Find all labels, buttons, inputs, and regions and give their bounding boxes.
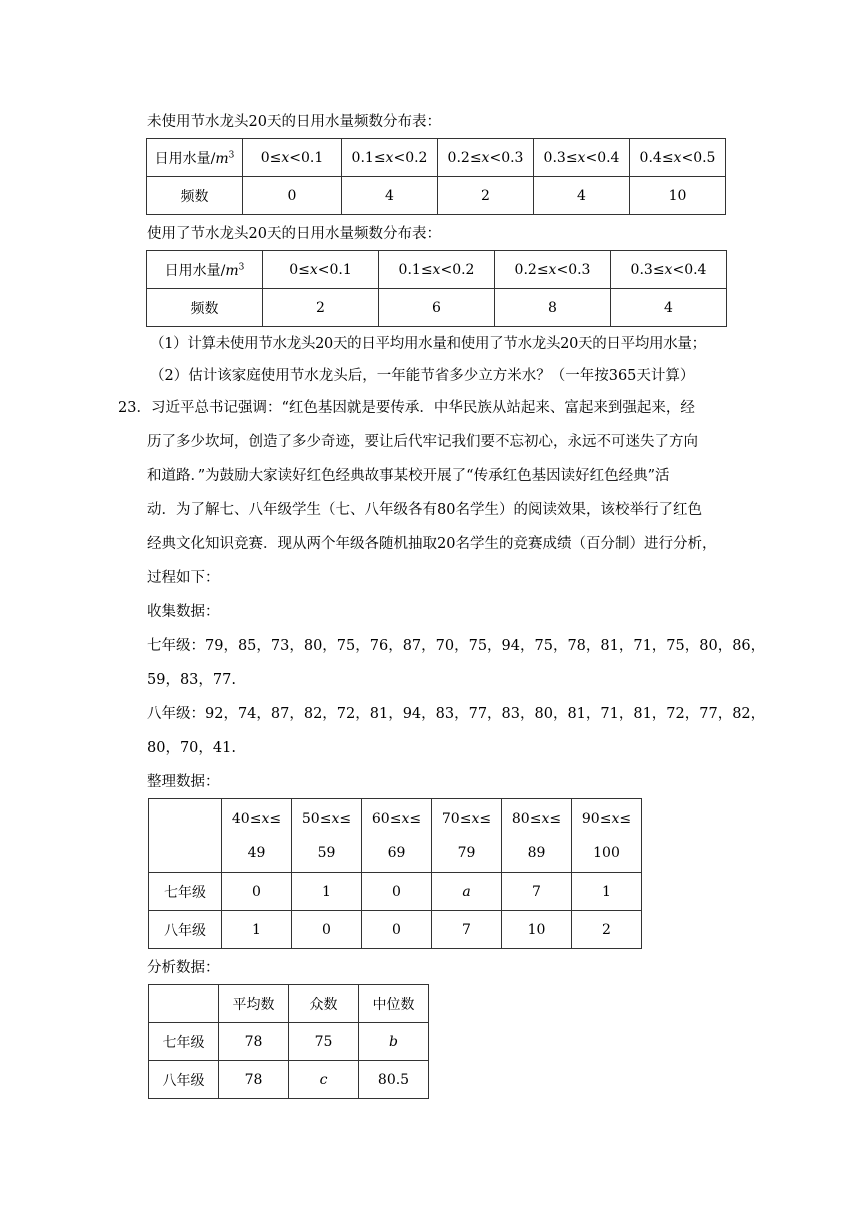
range-lower: 0.4 <box>639 149 662 166</box>
le-sign: ≤ <box>298 261 310 278</box>
range-lower: 90 <box>581 810 600 827</box>
analyze-header-empty <box>149 985 219 1023</box>
table2-row-label: 频数 <box>147 289 263 327</box>
table2-count: 6 <box>379 289 495 327</box>
table1-range <box>438 139 534 177</box>
range-upper: 0.2 <box>452 261 475 278</box>
organize-cell: a <box>432 873 502 911</box>
q23-line: 经典文化知识竞赛．现从两个年级各随机抽取20名学生的竞赛成绩（百分制）进行分析， <box>147 536 717 552</box>
lt-sign: < <box>289 149 302 166</box>
range-top <box>432 802 501 836</box>
range-upper: 0.1 <box>329 261 352 278</box>
range-top <box>292 802 361 836</box>
organize-header-empty <box>149 799 222 873</box>
le-sign: ≤ <box>652 261 665 278</box>
organize-table <box>148 798 642 949</box>
variable-x: x <box>471 810 480 827</box>
variable-x: x <box>331 810 340 827</box>
le-sign: ≤ <box>619 810 632 827</box>
table1-range <box>630 139 726 177</box>
table1-count: 4 <box>534 177 630 215</box>
q23-line: 过程如下： <box>147 570 220 586</box>
le-sign: ≤ <box>420 261 433 278</box>
analyze-header: 平均数 <box>219 985 289 1023</box>
collect-title: 收集数据： <box>147 604 220 620</box>
q23-line: 动．为了解七、八年级学生（七、八年级各有80名学生）的阅读效果，该校举行了红色 <box>147 502 702 518</box>
variable-x: x <box>261 810 270 827</box>
range-top <box>572 802 641 836</box>
variable-x: x <box>664 261 673 278</box>
table2-caption: 使用了节水龙头20天的日用水量频数分布表： <box>147 226 441 242</box>
le-sign: ≤ <box>269 149 282 166</box>
q22-part1: （1）计算未使用节水龙头20天的日平均用水量和使用了节水龙头20天的日平均用水量； <box>150 336 706 352</box>
organize-cell: 10 <box>502 911 572 949</box>
analyze-row-label: 八年级 <box>149 1061 219 1099</box>
le-sign: ≤ <box>409 810 422 827</box>
table2-range <box>495 251 611 289</box>
le-sign: ≤ <box>269 810 282 827</box>
organize-cell: 0 <box>292 911 362 949</box>
variable-x: x <box>309 261 318 278</box>
organize-range <box>362 799 432 873</box>
range-upper: 0.5 <box>693 149 716 166</box>
table1-range <box>534 139 630 177</box>
organize-row-label: 七年级 <box>149 873 222 911</box>
variable-x: x <box>432 261 441 278</box>
le-sign: ≤ <box>536 261 549 278</box>
organize-range <box>222 799 292 873</box>
variable-x: x <box>548 261 557 278</box>
lt-sign: < <box>440 261 453 278</box>
range-upper: 0.2 <box>405 149 428 166</box>
organize-range <box>502 799 572 873</box>
le-sign: ≤ <box>373 149 386 166</box>
le-sign: ≤ <box>249 810 262 827</box>
table1 <box>146 138 726 215</box>
analyze-cell: 75 <box>289 1023 359 1061</box>
organize-cell: 0 <box>362 873 432 911</box>
table1-header-label: 日用水量$/m^3$ <box>147 139 243 177</box>
grade7-data: 59，83，77. <box>147 672 236 688</box>
range-lower: 0 <box>289 261 299 278</box>
analyze-row-label: 七年级 <box>149 1023 219 1061</box>
organize-cell: 1 <box>572 873 642 911</box>
range-upper: 49 <box>247 844 266 861</box>
organize-range <box>432 799 502 873</box>
le-sign: ≤ <box>319 810 332 827</box>
analyze-cell: 78 <box>219 1061 289 1099</box>
le-sign: ≤ <box>599 810 612 827</box>
table1-range <box>342 139 438 177</box>
table1-count: 10 <box>630 177 726 215</box>
lt-sign: < <box>672 261 685 278</box>
lt-sign: < <box>393 149 406 166</box>
q23-line: 历了多少坎坷，创造了多少奇迹，要让后代牢记我们要不忘初心，永远不可迷失了方向 <box>147 434 698 450</box>
le-sign: ≤ <box>339 810 352 827</box>
table2-range <box>379 251 495 289</box>
range-lower: 0.3 <box>630 261 653 278</box>
table2-count: 2 <box>263 289 379 327</box>
range-upper: 0.4 <box>684 261 707 278</box>
range-lower: 0 <box>260 149 270 166</box>
range-lower: 0.1 <box>351 149 374 166</box>
analyze-header: 中位数 <box>359 985 429 1023</box>
organize-cell: 2 <box>572 911 642 949</box>
variable-x: x <box>541 810 550 827</box>
range-upper: 59 <box>317 844 336 861</box>
q23-line: 23．习近平总书记强调：“红色基因就是要传承．中华民族从站起来、富起来到强起来，经 <box>118 400 695 416</box>
lt-sign: < <box>585 149 598 166</box>
table1-count: 0 <box>243 177 342 215</box>
table1-count: 2 <box>438 177 534 215</box>
le-sign: ≤ <box>661 149 674 166</box>
variable-x: x <box>385 149 394 166</box>
q23-line: 和道路．”为鼓励大家读好红色经典故事某校开展了“传承红色基因读好红色经典”活 <box>147 468 670 484</box>
grade8-data: 八年级：92，74，87，82，72，81，94，83，77，83，80，81，71，81，72，77，82， <box>147 706 766 722</box>
le-sign: ≤ <box>389 810 402 827</box>
le-sign: ≤ <box>479 810 492 827</box>
range-lower: 0.2 <box>514 261 537 278</box>
range-upper: 100 <box>593 844 620 861</box>
variable-x: x <box>577 149 586 166</box>
analyze-header: 众数 <box>289 985 359 1023</box>
organize-cell: 7 <box>502 873 572 911</box>
table2-range <box>611 251 727 289</box>
table1-caption: 未使用节水龙头20天的日用水量频数分布表： <box>147 114 441 130</box>
organize-range <box>572 799 642 873</box>
analyze-cell: b <box>359 1023 429 1061</box>
organize-title: 整理数据： <box>147 774 220 790</box>
lt-sign: < <box>681 149 694 166</box>
organize-row-label: 八年级 <box>149 911 222 949</box>
le-sign: ≤ <box>529 810 542 827</box>
range-upper: 0.1 <box>301 149 324 166</box>
organize-cell: 1 <box>222 911 292 949</box>
le-sign: ≤ <box>549 810 562 827</box>
range-lower: 70 <box>441 810 460 827</box>
organize-range <box>292 799 362 873</box>
lt-sign: < <box>556 261 569 278</box>
lt-sign: < <box>317 261 330 278</box>
table2-header-label: 日用水量$/m^3$ <box>147 251 263 289</box>
range-lower: 0.3 <box>543 149 566 166</box>
organize-cell: 7 <box>432 911 502 949</box>
analyze-cell: c <box>289 1061 359 1099</box>
analyze-table <box>148 984 429 1099</box>
analyze-title: 分析数据： <box>147 960 220 976</box>
organize-cell: 0 <box>362 911 432 949</box>
grade8-data: 80，70，41. <box>147 740 236 756</box>
range-lower: 0.1 <box>398 261 421 278</box>
table1-count: 4 <box>342 177 438 215</box>
le-sign: ≤ <box>459 810 472 827</box>
le-sign: ≤ <box>469 149 482 166</box>
variable-x: x <box>401 810 410 827</box>
variable-x: x <box>673 149 682 166</box>
table1-row-label: 频数 <box>147 177 243 215</box>
q22-part2: （2）估计该家庭使用节水龙头后，一年能节省多少立方米水？（一年按365天计算） <box>150 368 695 384</box>
organize-cell: 1 <box>292 873 362 911</box>
range-lower: 60 <box>371 810 390 827</box>
range-upper: 69 <box>387 844 406 861</box>
range-lower: 40 <box>231 810 250 827</box>
analyze-cell: 80.5 <box>359 1061 429 1099</box>
lt-sign: < <box>489 149 502 166</box>
range-top <box>502 802 571 836</box>
variable-x: x <box>281 149 290 166</box>
grade7-data: 七年级：79，85，73，80，75，76，87，70，75，94，75，78，81，71，75，80，86， <box>147 638 766 654</box>
range-lower: 0.2 <box>447 149 470 166</box>
range-lower: 80 <box>511 810 530 827</box>
le-sign: ≤ <box>565 149 578 166</box>
variable-x: x <box>481 149 490 166</box>
range-top <box>362 802 431 836</box>
range-upper: 89 <box>527 844 546 861</box>
table2 <box>146 250 727 327</box>
table2-range <box>263 251 379 289</box>
variable-x: x <box>611 810 620 827</box>
range-lower: 50 <box>301 810 320 827</box>
range-upper: 0.3 <box>568 261 591 278</box>
range-top <box>222 802 291 836</box>
range-upper: 79 <box>457 844 476 861</box>
range-upper: 0.3 <box>501 149 524 166</box>
table1-range <box>243 139 342 177</box>
table2-count: 4 <box>611 289 727 327</box>
range-upper: 0.4 <box>597 149 620 166</box>
table2-count: 8 <box>495 289 611 327</box>
analyze-cell: 78 <box>219 1023 289 1061</box>
organize-cell: 0 <box>222 873 292 911</box>
